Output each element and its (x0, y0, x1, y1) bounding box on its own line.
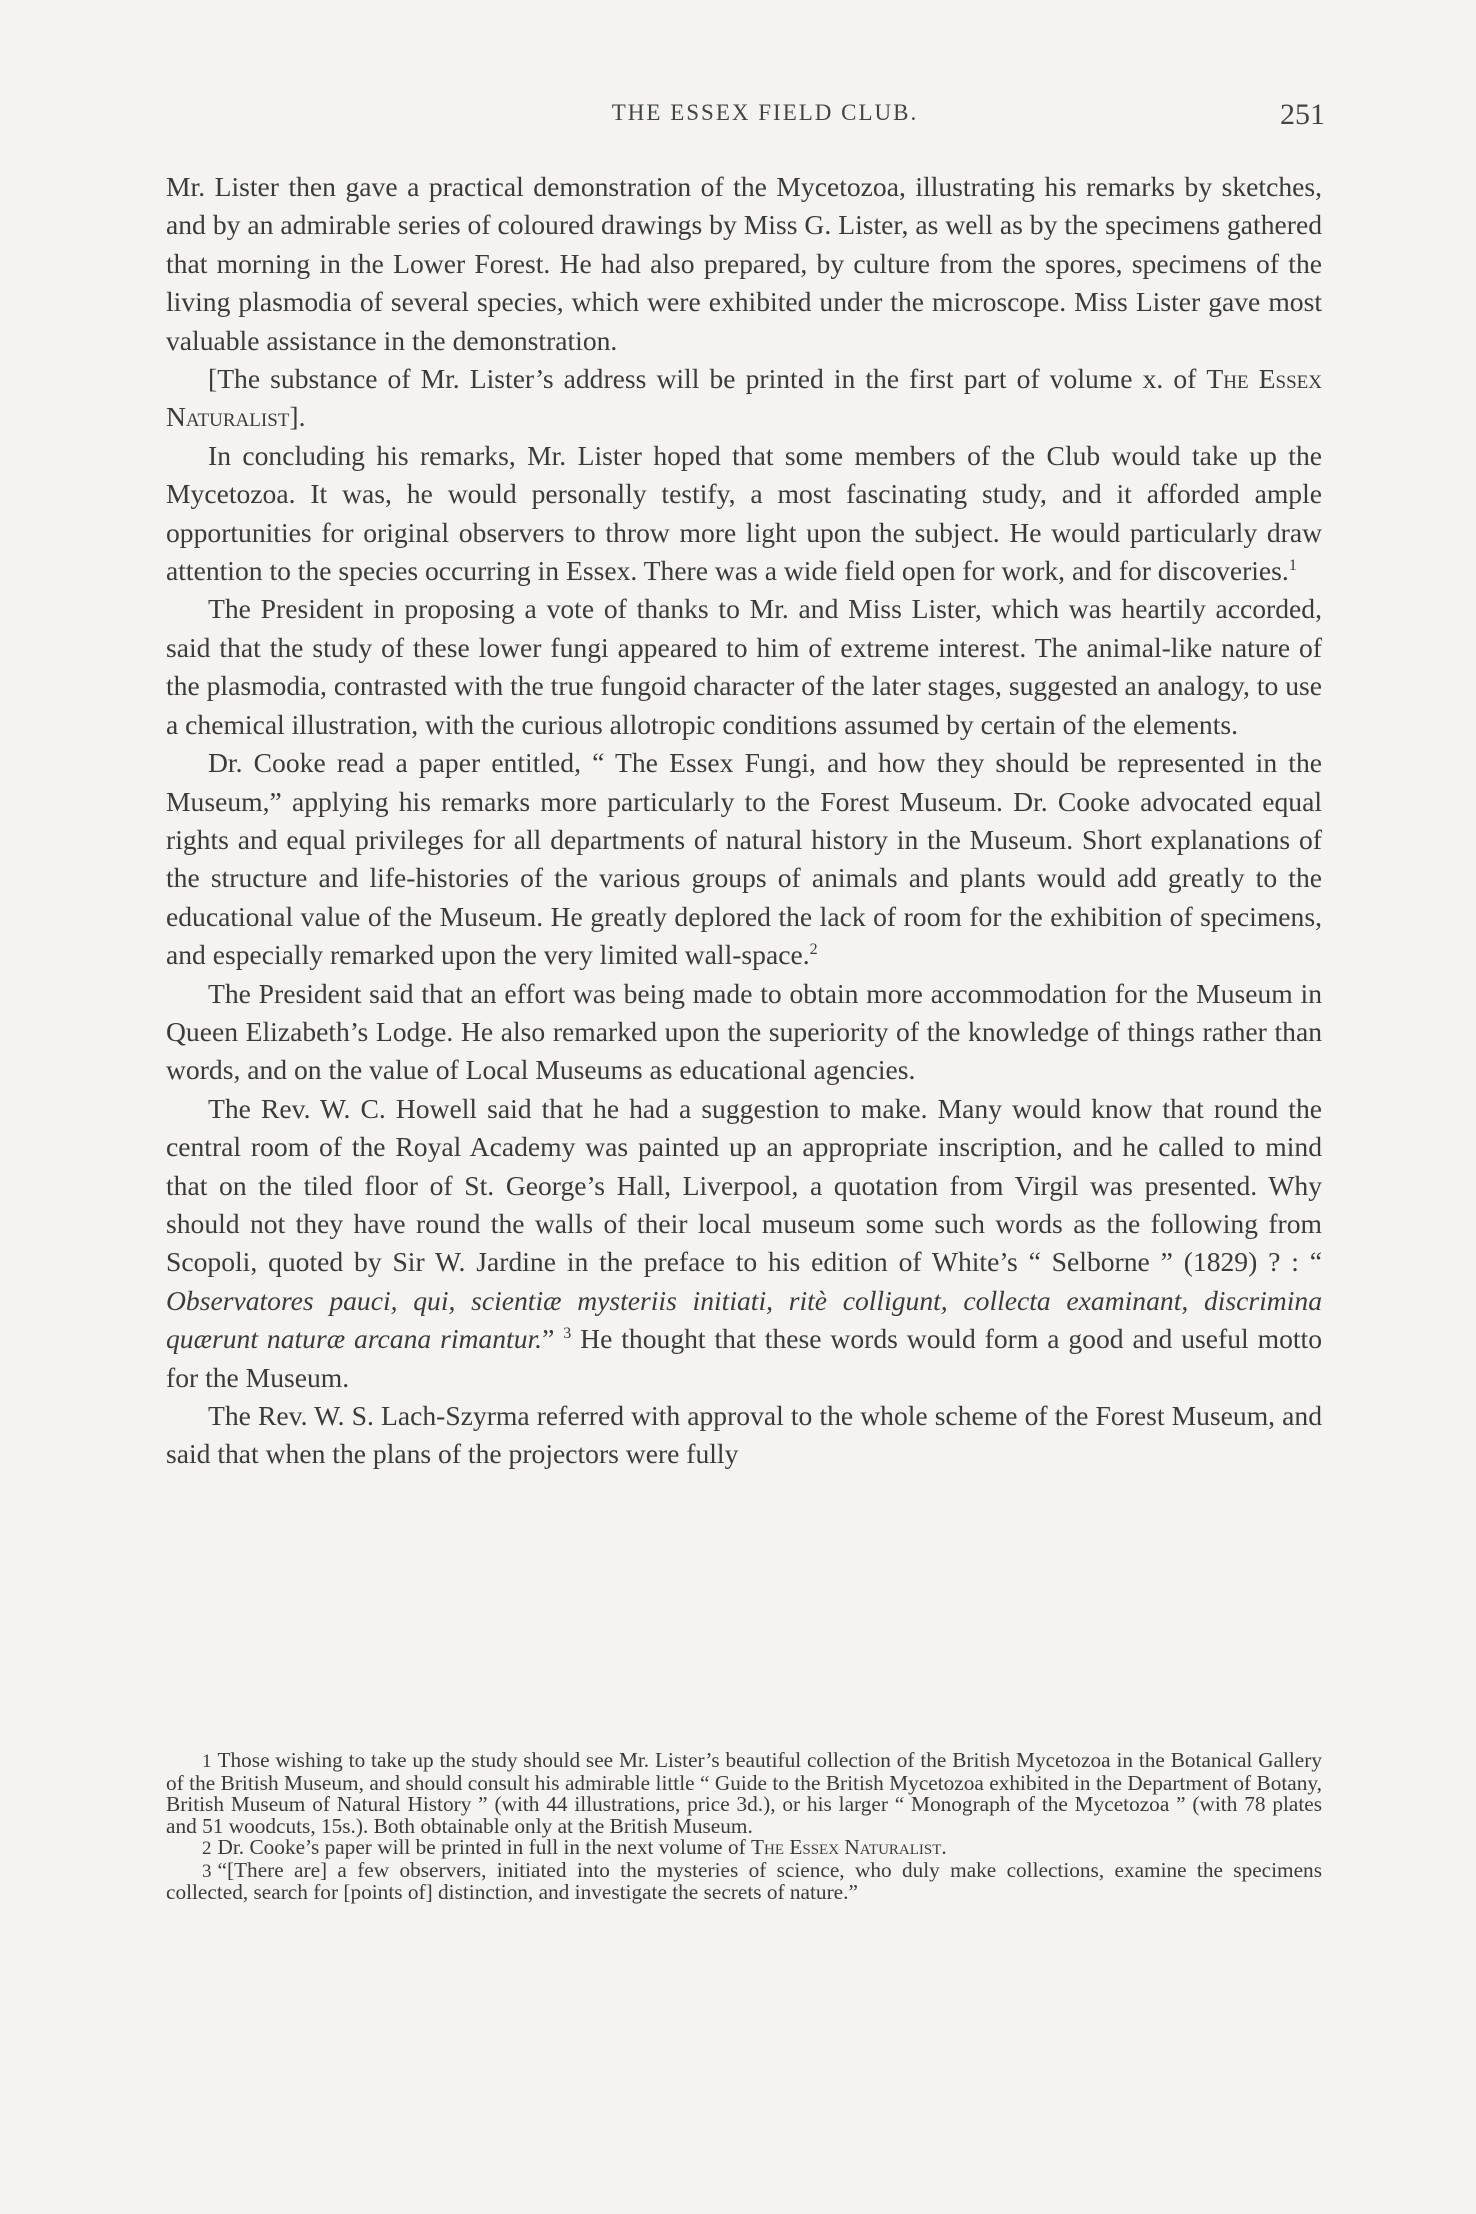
paragraph (166, 975, 1322, 1090)
paragraph-text: The Rev. W. S. Lach-Szyrma referred with approval to the whole scheme of the Forest Museum, and said that when the plans of the projectors were fully (166, 1400, 1322, 1470)
paragraph-text: Dr. Cooke read a paper entitled, “ The Essex Fungi, and how they should be represented in the Museum,” applying his remarks more particularly to the Forest Museum. Dr. Cooke advocated equal rights and equal privileges for all departments of natural history in the Museum. Short explanations of the structure and life-histories of the various groups of animals and plants would add greatly to the educational value of the Museum. He greatly deplored the lack of room for the exhibition of specimens, and especially remarked upon the very limited wall-space. (166, 747, 1322, 971)
footnote-text: “[There are] a few observers, initiated into the mysteries of science, who duly make collections, examine the specimens collected, search for [points of] distinction, and investigate the secrets of nature.” (166, 1857, 1322, 1904)
footnote (166, 1750, 1322, 1837)
journal-title: The Essex Naturalist (166, 363, 1322, 433)
running-title: THE ESSEX FIELD CLUB. (611, 100, 919, 125)
footnote-text: . (941, 1835, 947, 1859)
paragraph (166, 437, 1322, 591)
body-text (166, 168, 1322, 1474)
paragraph-text: [The substance of Mr. Lister’s address will be printed in the first part of volume x. of (208, 363, 1207, 395)
paragraph (166, 1090, 1322, 1397)
paragraph-text: Mr. Lister then gave a practical demonstration of the Mycetozoa, illustrating his remarks by sketches, and by an admirable series of coloured drawings by Miss G. Lister, as well as by the specimens gathered that morning in the Lower Forest. He had also prepared, by culture from the spores, specimens of the living plasmodia of several species, which were exhibited under the microscope. Miss Lister gave most valuable assistance in the demonstration. (166, 171, 1322, 356)
footnote-ref: 1 (1288, 556, 1297, 574)
paragraph-text: He thought that these words would form a good and useful motto for the Museum. (166, 1323, 1322, 1393)
paragraph (166, 1397, 1322, 1474)
footnote-ref: 3 (563, 1325, 572, 1342)
footnote (166, 1857, 1322, 1904)
paragraph (166, 168, 1322, 360)
paragraph-text: In concluding his remarks, Mr. Lister hoped that some members of the Club would take up the Mycetozoa. It was, he would personally testify, a most fascinating study, and it afforded ample opportunities for original observers to throw more light upon the subject. He would particularly draw attention to the species occurring in Essex. There was a wide field open for work, and for discoveries. (166, 439, 1322, 587)
paragraph (166, 360, 1322, 437)
footnote-number: 1 (202, 1751, 212, 1772)
footnote-number: 2 (202, 1838, 212, 1859)
footnote-text: Those wishing to take up the study should see Mr. Lister’s beautiful collection of the British Mycetozoa in the Botanical Gallery of the British Museum, and should consult his admirable little “ Guide to the British Mycetozoa exhibited in the Department of Botany, British Museum of Natural History ” (with 44 illustrations, price 3d.), or his larger “ Monograph of the Mycetozoa ” (with 78 plates and 51 woodcuts, 15s.). Both obtainable only at the British Museum. (166, 1748, 1322, 1838)
paragraph-text: ” (542, 1323, 564, 1355)
paragraph-text: The President said that an effort was being made to obtain more accommodation for the Museum in Queen Elizabeth’s Lodge. He also remarked upon the superiority of the knowledge of things rather than words, and on the value of Local Museums as educational agencies. (166, 977, 1322, 1086)
footnotes (166, 1750, 1322, 1904)
footnote-ref: 2 (809, 940, 818, 958)
paragraph-text: The Rev. W. C. Howell said that he had a suggestion to make. Many would know that round the central room of the Royal Academy was painted up an appropriate inscription, and he called to mind that on the tiled floor of St. George’s Hall, Liverpool, a quotation from Virgil was presented. Why should not they have round the walls of their local museum some such words as the following from Scopoli, quoted by Sir W. Jardine in the preface to his edition of White’s “ Selborne ” (1829) ? : “ (166, 1092, 1322, 1278)
paragraph (166, 590, 1322, 744)
page-number: 251 (1280, 98, 1325, 131)
footnote-text: Dr. Cooke’s paper will be printed in full in the next volume of (217, 1835, 752, 1859)
footnote-number: 3 (202, 1860, 212, 1882)
page-header (205, 100, 1325, 140)
paragraph (166, 744, 1322, 974)
footnote (166, 1837, 1322, 1860)
journal-title: The Essex Naturalist (751, 1835, 942, 1859)
paragraph-text: ]. (289, 401, 306, 433)
paragraph-text: The President in proposing a vote of thanks to Mr. and Miss Lister, which was heartily accorded, said that the study of these lower fungi appeared to him of extreme interest. The animal-like nature of the plasmodia, contrasted with the true fungoid character of the later stages, suggested an analogy, to use a chemical illustration, with the curious allotropic conditions assumed by certain of the elements. (166, 593, 1322, 740)
latin-quotation: Observatores pauci, qui, scientiæ mysteriis initiati, ritè colligunt, collecta examinant, discrimina quærunt naturæ arcana rimantur. (166, 1284, 1322, 1355)
